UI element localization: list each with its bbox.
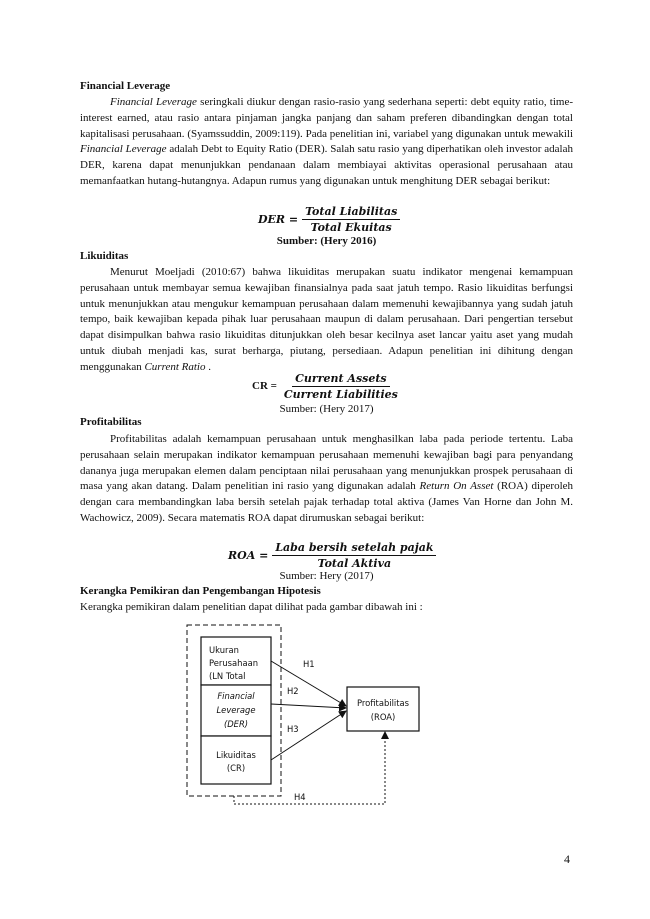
paragraph-text: Profitabilitas adalah kemampuan perusahaan untuk menghasilkan laba pada periode tertentu. Laba perusahaan selain merupakan indikator kemampuan perusahaan memenuhi kewajiban bagi para penyandang dananya juga merupakan elemen dalam penciptaan nilai perusahaan yang menunjukkan prospek perusahaan di masa yang akan datang. Dalam penelitian ini rasio yang digunakan adalah [80, 433, 573, 493]
box-label-line: (LN Total [209, 671, 246, 681]
arrow-h2 [271, 704, 346, 708]
term-financial-leverage: Financial Leverage [80, 143, 167, 156]
section-heading-financial-leverage: Financial Leverage [80, 80, 171, 92]
formula-numerator: Total Liabilitas [302, 205, 400, 220]
arrow-h3 [271, 711, 346, 760]
formula-denominator: Current Liabilities [283, 388, 398, 401]
formula-lhs: CR = [252, 379, 277, 392]
paragraph-text: seringkali diukur dengan rasio-rasio yang sederhana seperti: debt equity ratio, time-interest earned, atau rasio antara pinjaman jangka panjang dan saham preferen dibandingkan dengan total kapitalisasi perusahaan. (Syamssuddin, 2009:119). Pada penelitian ini, variabel yang digunakan untuk mewakili [80, 96, 574, 140]
variable-box-likuiditas [201, 736, 271, 784]
formula-numerator: Current Assets [292, 372, 389, 387]
hypothesis-label-h4: H4 [294, 792, 306, 802]
hypothesis-label-h3: H3 [287, 724, 299, 734]
box-label-line: (DER) [223, 719, 249, 729]
box-label-line: Perusahaan [209, 658, 259, 668]
page-number: 4 [564, 852, 570, 866]
formula-lhs: ROA = [228, 548, 269, 562]
arrow-h4-head [381, 731, 389, 739]
box-label-line: Leverage [216, 705, 256, 715]
term-return-on-asset: Return On Asset [419, 480, 494, 493]
target-label-line: Profitabilitas [356, 698, 410, 708]
paragraph-kerangka: Kerangka pemikiran dalam penelitian dapat dilihat pada gambar dibawah ini : [80, 601, 423, 613]
dependent-variable-box-profitabilitas [347, 687, 419, 731]
section-heading-likuiditas: Likuiditas [80, 250, 129, 262]
term-financial-leverage: Financial Leverage [110, 96, 197, 108]
source-citation: Sumber: (Hery 2016) [276, 235, 377, 247]
target-label-line: (ROA) [370, 712, 396, 722]
hypothesis-label-h2: H2 [287, 686, 299, 696]
source-citation: Sumber: Hery (2017) [279, 570, 374, 582]
formula-numerator: Laba bersih setelah pajak [272, 541, 436, 556]
paragraph-text: adalah Debt to Equity Ratio (DER). Salah satu rasio yang diperhatikan oleh investor adalah DER, karena dapat menunjukkan pendanaan dalam membiayai aktivitas operasional perusahaan atau memanfaatkan hutang-hutangnya. Adapun rumus yang digunakan untuk menghitung DER sebagai berikut: [80, 143, 573, 187]
box-label-line: Ukuran [209, 645, 239, 655]
formula-denominator: Total Aktiva [317, 557, 392, 570]
box-label-line: Likuiditas [216, 750, 256, 760]
formula-lhs: DER = [258, 212, 299, 226]
source-citation: Sumber: (Hery 2017) [279, 403, 374, 415]
paragraph-text: . [205, 360, 211, 373]
section-heading-kerangka: Kerangka Pemikiran dan Pengembangan Hipotesis [80, 585, 321, 597]
term-current-ratio: Current Ratio [144, 360, 206, 373]
paragraph-text: Menurut Moeljadi (2010:67) bahwa likuiditas merupakan suatu indikator mengenai kemampuan perusahaan untuk membayar semua kewajiban finansialnya pada saat jatuh tempo. Rasio likuiditas berfungsi untuk menunjukkan atau mengukur kemampuan perusahaan dalam memenuhi kewajibannya yang sudah jatuh tempo, baik kewajiban kepada pihak luar perusahaan maupun di dalam perusahaan. Dari pengertian tersebut dapat disimpulkan bahwa rasio likuiditas ditunjukkan oleh besar kecilnya aset lancar yaitu aset yang mudah untuk diubah menjadi kas, surat berharga, piutang, persediaan. Adapun penelitian ini dihitung dengan menggunakan [80, 266, 573, 373]
paragraph-text: (ROA) diperoleh dengan cara membandingkan laba bersih setelah pajak terhadap total aktiva (James Van Horne dan John M. Wachowicz, 2009). Secara matematis ROA dapat dirumuskan sebagai berikut: [80, 480, 574, 524]
box-label-line: (CR) [226, 763, 246, 773]
hypothesis-label-h1: H1 [303, 659, 315, 669]
formula-denominator: Total Ekuitas [310, 221, 392, 234]
box-label-line: Financial [217, 691, 255, 701]
section-heading-profitabilitas: Profitabilitas [80, 416, 142, 428]
